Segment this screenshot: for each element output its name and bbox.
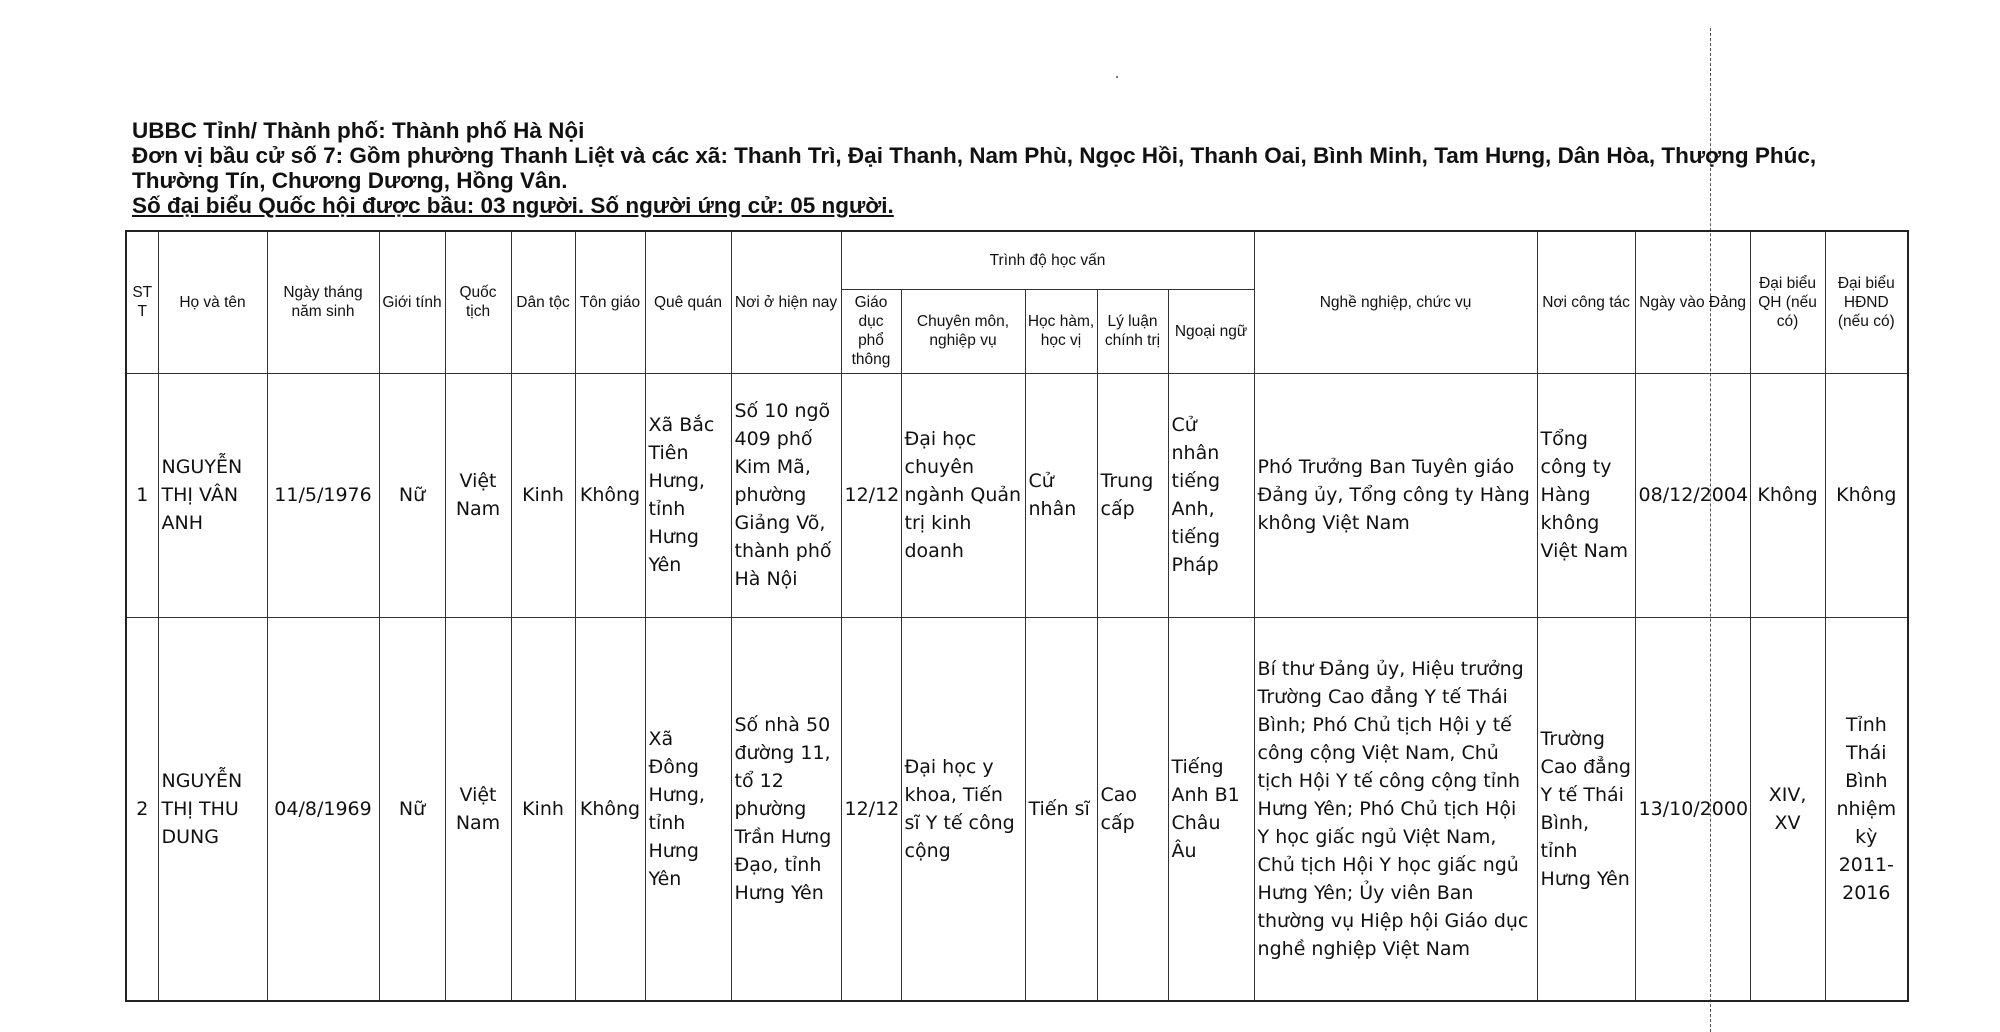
candidate-table: [125, 230, 1909, 1002]
cell-ethnicity: Kinh: [511, 373, 575, 617]
cell-workplace: Tổng công ty Hàng không Việt Nam: [1537, 373, 1635, 617]
cell-politics: Trung cấp: [1097, 373, 1168, 617]
document-header: [132, 118, 1892, 218]
cell-religion: Không: [575, 617, 645, 1001]
col-header-religion: Tôn giáo: [575, 231, 645, 373]
col-header-party-date: Ngày vào Đảng: [1635, 231, 1750, 373]
cell-residence: Số 10 ngõ 409 phố Kim Mã, phường Giảng Võ, thành phố Hà Nội: [731, 373, 841, 617]
cell-politics: Cao cấp: [1097, 617, 1168, 1001]
col-header-stt: ST T: [126, 231, 158, 373]
col-header-general-edu: Giáo dục phổ thông: [841, 289, 901, 373]
col-header-dob: Ngày tháng năm sinh: [267, 231, 379, 373]
cell-party-date: 08/12/2004: [1635, 373, 1750, 617]
cell-nationality: Việt Nam: [445, 617, 511, 1001]
col-header-na-delegate: Đại biểu QH (nếu có): [1750, 231, 1825, 373]
cell-residence: Số nhà 50 đường 11, tổ 12 phường Trần Hưng Đạo, tỉnh Hưng Yên: [731, 617, 841, 1001]
header-row-1: [126, 231, 1908, 289]
col-header-nationality: Quốc tịch: [445, 231, 511, 373]
cell-occupation: Bí thư Đảng ủy, Hiệu trưởng Trường Cao đẳng Y tế Thái Bình; Phó Chủ tịch Hội y tế công cộng Việt Nam, Chủ tịch Hội Y tế công cộng tỉnh Hưng Yên; Phó Chủ tịch Hội Y học giấc ngủ Việt Nam, Chủ tịch Hội Y học giấc ngủ Hưng Yên; Ủy viên Ban thường vụ Hiệp hội Giáo dục nghề nghiệp Việt Nam: [1254, 617, 1537, 1001]
cell-hometown: Xã Bắc Tiên Hưng, tỉnh Hưng Yên: [645, 373, 731, 617]
cell-stt: 1: [126, 373, 158, 617]
cell-specialty: Đại học chuyên ngành Quản trị kinh doanh: [901, 373, 1025, 617]
cell-general-edu: 12/12: [841, 617, 901, 1001]
cell-party-date: 13/10/2000: [1635, 617, 1750, 1001]
cell-specialty: Đại học y khoa, Tiến sĩ Y tế công cộng: [901, 617, 1025, 1001]
cell-degree: Tiến sĩ: [1025, 617, 1097, 1001]
col-header-workplace: Nơi công tác: [1537, 231, 1635, 373]
cell-dob: 04/8/1969: [267, 617, 379, 1001]
col-header-residence: Nơi ở hiện nay: [731, 231, 841, 373]
cell-language: Tiếng Anh B1 Châu Âu: [1168, 617, 1254, 1001]
col-header-language: Ngoại ngữ: [1168, 289, 1254, 373]
cell-hometown: Xã Đông Hưng, tỉnh Hưng Yên: [645, 617, 731, 1001]
cell-general-edu: 12/12: [841, 373, 901, 617]
table-row: [126, 373, 1908, 617]
col-header-education-group: Trình độ học vấn: [841, 231, 1254, 289]
col-header-gender: Giới tính: [379, 231, 445, 373]
col-header-degree: Học hàm, học vị: [1025, 289, 1097, 373]
cell-language: Cử nhân tiếng Anh, tiếng Pháp: [1168, 373, 1254, 617]
cell-council-delegate: Tỉnh Thái Bình nhiệm kỳ 2011-2016: [1825, 617, 1908, 1001]
table-row: [126, 617, 1908, 1001]
col-header-politics: Lý luận chính trị: [1097, 289, 1168, 373]
cell-workplace: Trường Cao đẳng Y tế Thái Bình, tỉnh Hưng Yên: [1537, 617, 1635, 1001]
scan-speck: [1116, 76, 1118, 78]
constituency-line: Đơn vị bầu cử số 7: Gồm phường Thanh Liệt và các xã: Thanh Trì, Đại Thanh, Nam Phù, Ngọc Hồi, Thanh Oai, Bình Minh, Tam Hưng, Dân Hòa, Thượng Phúc, Thường Tín, Chương Dương, Hồng Vân.: [132, 143, 1817, 193]
cell-degree: Cử nhân: [1025, 373, 1097, 617]
cell-council-delegate: Không: [1825, 373, 1908, 617]
cell-occupation: Phó Trưởng Ban Tuyên giáo Đảng ủy, Tổng công ty Hàng không Việt Nam: [1254, 373, 1537, 617]
cell-gender: Nữ: [379, 373, 445, 617]
cell-na-delegate: XIV, XV: [1750, 617, 1825, 1001]
cell-stt: 2: [126, 617, 158, 1001]
delegate-count-line: Số đại biểu Quốc hội được bầu: 03 người. Số người ứng cử: 05 người.: [132, 193, 894, 218]
col-header-council-delegate: Đại biểu HĐND (nếu có): [1825, 231, 1908, 373]
col-header-ethnicity: Dân tộc: [511, 231, 575, 373]
cell-name: NGUYỄN THỊ VÂN ANH: [158, 373, 267, 617]
cell-dob: 11/5/1976: [267, 373, 379, 617]
cell-nationality: Việt Nam: [445, 373, 511, 617]
cell-name: NGUYỄN THỊ THU DUNG: [158, 617, 267, 1001]
col-header-specialty: Chuyên môn, nghiệp vụ: [901, 289, 1025, 373]
province-line: UBBC Tỉnh/ Thành phố: Thành phố Hà Nội: [132, 118, 585, 143]
col-header-occupation: Nghề nghiệp, chức vụ: [1254, 231, 1537, 373]
cell-ethnicity: Kinh: [511, 617, 575, 1001]
col-header-hometown: Quê quán: [645, 231, 731, 373]
cell-gender: Nữ: [379, 617, 445, 1001]
col-header-name: Họ và tên: [158, 231, 267, 373]
cell-na-delegate: Không: [1750, 373, 1825, 617]
cell-religion: Không: [575, 373, 645, 617]
